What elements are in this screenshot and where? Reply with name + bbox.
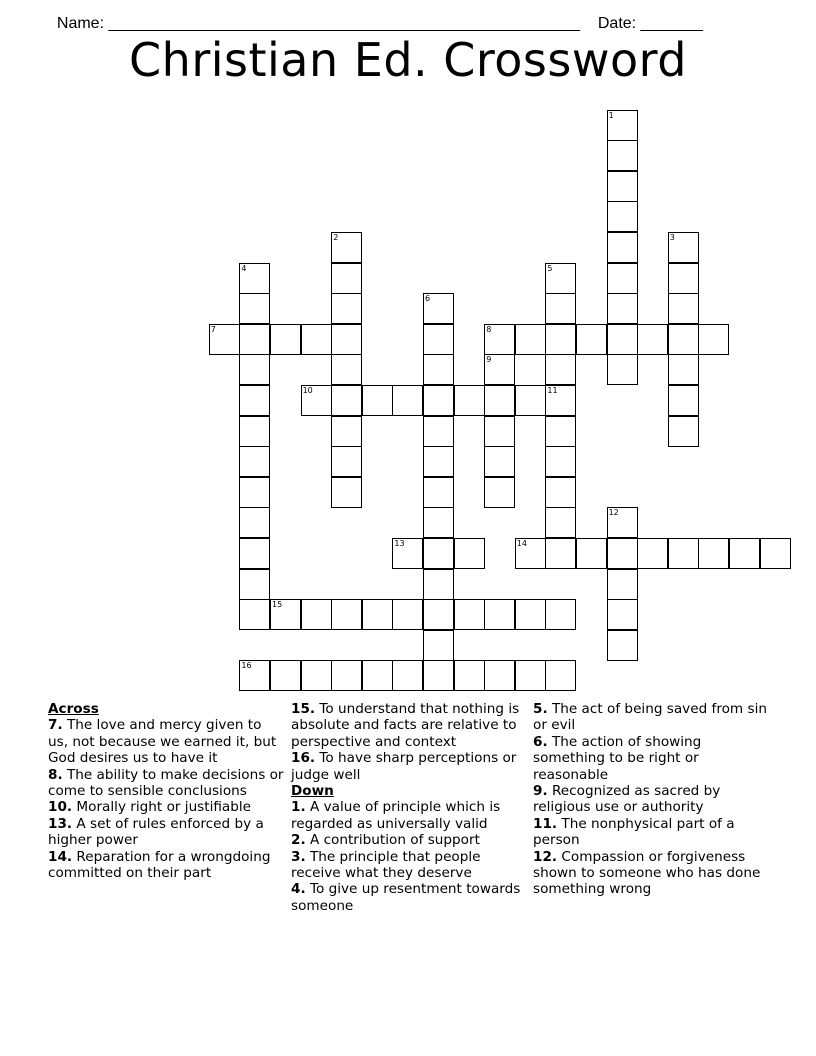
grid-cell[interactable] <box>454 538 485 569</box>
grid-cell[interactable] <box>392 660 423 691</box>
across-clue-8: 8. The ability to make decisions or come to sensible conclusions <box>48 766 284 800</box>
grid-cell[interactable] <box>607 201 638 232</box>
grid-cell[interactable] <box>423 354 454 385</box>
grid-cell[interactable] <box>607 263 638 294</box>
grid-cell[interactable] <box>239 660 270 691</box>
page-title: Christian Ed. Crossword <box>129 33 687 87</box>
grid-cell[interactable] <box>545 538 576 569</box>
grid-cell[interactable] <box>331 324 362 355</box>
grid-cell[interactable] <box>331 232 362 263</box>
grid-cell[interactable] <box>484 446 515 477</box>
grid-cell[interactable] <box>301 660 332 691</box>
down-clue-2: 2. A contribution of support <box>291 832 480 849</box>
name-field[interactable]: Name: _____________________________________________________ <box>56 15 581 32</box>
across-clue-7: 7. The love and mercy given to us, not because we earned it, but God desires us to have it <box>48 717 277 767</box>
grid-cell[interactable] <box>454 385 485 416</box>
down-clue-4: 4. To give up resentment towards someone <box>291 881 521 914</box>
grid-cell[interactable] <box>545 446 576 477</box>
grid-cell[interactable] <box>362 385 393 416</box>
grid-cell[interactable] <box>423 660 454 691</box>
grid-cell[interactable] <box>331 354 362 385</box>
across-clue-14: 14. Reparation for a wrongdoing committed on their part <box>48 848 271 882</box>
down-clue-1: 1. A value of principle which is regarded as universally valid <box>291 799 501 832</box>
clue-number: 6 <box>425 294 431 304</box>
grid-cell[interactable] <box>607 354 638 385</box>
grid-cell[interactable] <box>545 263 576 294</box>
grid-cell[interactable] <box>423 416 454 447</box>
grid-cell[interactable] <box>607 232 638 263</box>
grid-cell[interactable] <box>239 263 270 294</box>
grid-cell[interactable] <box>331 599 362 630</box>
grid-cell[interactable] <box>668 416 699 447</box>
grid-cell[interactable] <box>607 507 638 538</box>
grid-cell[interactable] <box>668 324 699 355</box>
grid-cell[interactable] <box>607 630 638 661</box>
clue-number: 12 <box>608 508 619 518</box>
grid-cell[interactable] <box>331 385 362 416</box>
grid-cell[interactable] <box>668 385 699 416</box>
grid-cell[interactable] <box>239 354 270 385</box>
grid-cell[interactable] <box>423 477 454 508</box>
grid-cell[interactable] <box>545 599 576 630</box>
grid-cell[interactable] <box>698 538 729 569</box>
grid-cell[interactable] <box>239 416 270 447</box>
across-clue-15: 15. To understand that nothing is absolute and facts are relative to perspective and context <box>291 701 520 750</box>
grid-cell[interactable] <box>668 232 699 263</box>
grid-cell[interactable] <box>209 324 240 355</box>
grid-cell[interactable] <box>607 599 638 630</box>
down-clue-6: 6. The action of showing something to be right or reasonable <box>533 733 702 783</box>
grid-cell[interactable] <box>484 354 515 385</box>
grid-cell[interactable] <box>331 477 362 508</box>
grid-cell[interactable] <box>607 569 638 600</box>
grid-cell[interactable] <box>698 324 729 355</box>
across-clue-10: 10. Morally right or justifiable <box>48 799 252 816</box>
grid-cell[interactable] <box>484 599 515 630</box>
grid-cell[interactable] <box>668 538 699 569</box>
grid-cell[interactable] <box>545 477 576 508</box>
clue-number: 1 <box>608 110 614 120</box>
clue-number: 15 <box>272 600 283 610</box>
grid-cell[interactable] <box>301 599 332 630</box>
across-heading: Across <box>48 701 99 717</box>
grid-cell[interactable] <box>576 538 607 569</box>
grid-cell[interactable] <box>239 599 270 630</box>
grid-cell[interactable] <box>331 660 362 691</box>
grid-cell[interactable] <box>607 110 638 141</box>
grid-cell[interactable] <box>362 599 393 630</box>
grid-cell[interactable] <box>239 569 270 600</box>
clue-number: 9 <box>486 355 492 365</box>
grid-cell[interactable] <box>515 538 546 569</box>
grid-cell[interactable] <box>239 385 270 416</box>
clue-number: 14 <box>516 538 527 548</box>
clues-column-2 <box>291 701 527 914</box>
grid-cell[interactable] <box>545 416 576 447</box>
grid-cell[interactable] <box>760 538 791 569</box>
grid-cell[interactable] <box>423 293 454 324</box>
grid-cell[interactable] <box>668 263 699 294</box>
grid-cell[interactable] <box>729 538 760 569</box>
grid-cell[interactable] <box>423 599 454 630</box>
grid-cell[interactable] <box>484 385 515 416</box>
grid-cell[interactable] <box>607 293 638 324</box>
grid-cell[interactable] <box>668 354 699 385</box>
grid-cell[interactable] <box>239 477 270 508</box>
grid-cell[interactable] <box>239 446 270 477</box>
grid-cell[interactable] <box>331 416 362 447</box>
clues-column-3 <box>533 701 769 898</box>
grid-cell[interactable] <box>331 446 362 477</box>
grid-cell[interactable] <box>515 385 546 416</box>
grid-cell[interactable] <box>423 569 454 600</box>
clue-number: 7 <box>210 324 216 334</box>
grid-cell[interactable] <box>545 354 576 385</box>
grid-cell[interactable] <box>270 660 301 691</box>
date-field[interactable]: Date: _______ <box>597 15 703 32</box>
grid-cell[interactable] <box>545 385 576 416</box>
name-date-line <box>48 0 703 33</box>
grid-cell[interactable] <box>637 538 668 569</box>
grid-cell[interactable] <box>545 507 576 538</box>
down-clue-5: 5. The act of being saved from sin or evil <box>533 701 767 734</box>
grid-cell[interactable] <box>637 324 668 355</box>
grid-cell[interactable] <box>545 293 576 324</box>
clue-number: 3 <box>669 232 675 242</box>
grid-cell[interactable] <box>454 599 485 630</box>
clue-number: 8 <box>486 324 492 334</box>
grid-cell[interactable] <box>668 293 699 324</box>
grid-cell[interactable] <box>545 660 576 691</box>
clue-number: 5 <box>547 263 553 273</box>
clue-number: 2 <box>333 232 339 242</box>
grid-cell[interactable] <box>239 293 270 324</box>
clue-number: 4 <box>241 263 247 273</box>
grid-cell[interactable] <box>392 599 423 630</box>
grid-cell[interactable] <box>331 293 362 324</box>
grid-cell[interactable] <box>239 324 270 355</box>
grid-cell[interactable] <box>607 538 638 569</box>
grid-cell[interactable] <box>270 599 301 630</box>
grid-cell[interactable] <box>331 263 362 294</box>
grid-cell[interactable] <box>392 538 423 569</box>
grid-cell[interactable] <box>423 385 454 416</box>
grid-cell[interactable] <box>423 630 454 661</box>
grid-cell[interactable] <box>423 446 454 477</box>
clue-number: 16 <box>241 661 252 671</box>
grid-cell[interactable] <box>301 324 332 355</box>
grid-cell[interactable] <box>484 416 515 447</box>
grid-cell[interactable] <box>301 385 332 416</box>
grid-cell[interactable] <box>362 660 393 691</box>
grid-cell[interactable] <box>423 507 454 538</box>
clues-column-1 <box>48 701 284 881</box>
grid-cell[interactable] <box>607 140 638 171</box>
grid-cell[interactable] <box>423 324 454 355</box>
grid-cell[interactable] <box>545 324 576 355</box>
down-heading: Down <box>291 783 334 800</box>
grid-cell[interactable] <box>607 324 638 355</box>
grid-cell[interactable] <box>515 324 546 355</box>
down-clue-12: 12. Compassion or forgiveness shown to someone who has done something wrong <box>533 848 761 898</box>
grid-cell[interactable] <box>392 385 423 416</box>
grid-cell[interactable] <box>484 660 515 691</box>
grid-cell[interactable] <box>239 507 270 538</box>
grid-cell[interactable] <box>515 660 546 691</box>
grid-cell[interactable] <box>270 324 301 355</box>
grid-cell[interactable] <box>576 324 607 355</box>
down-clue-9: 9. Recognized as sacred by religious use or authority <box>533 783 721 816</box>
grid-cell[interactable] <box>239 538 270 569</box>
grid-cell[interactable] <box>607 171 638 202</box>
down-clue-3: 3. The principle that people receive what they deserve <box>291 848 481 882</box>
clue-number: 10 <box>302 385 313 395</box>
clue-number: 11 <box>547 385 558 395</box>
grid-cell[interactable] <box>454 660 485 691</box>
grid-cell[interactable] <box>484 324 515 355</box>
grid-cell[interactable] <box>423 538 454 569</box>
across-clue-16: 16. To have sharp perceptions or judge well <box>291 750 517 783</box>
grid-cell[interactable] <box>515 599 546 630</box>
grid-cell[interactable] <box>484 477 515 508</box>
down-clue-11: 11. The nonphysical part of a person <box>533 815 735 849</box>
clue-number: 13 <box>394 538 405 548</box>
across-clue-13: 13. A set of rules enforced by a higher power <box>48 815 264 849</box>
